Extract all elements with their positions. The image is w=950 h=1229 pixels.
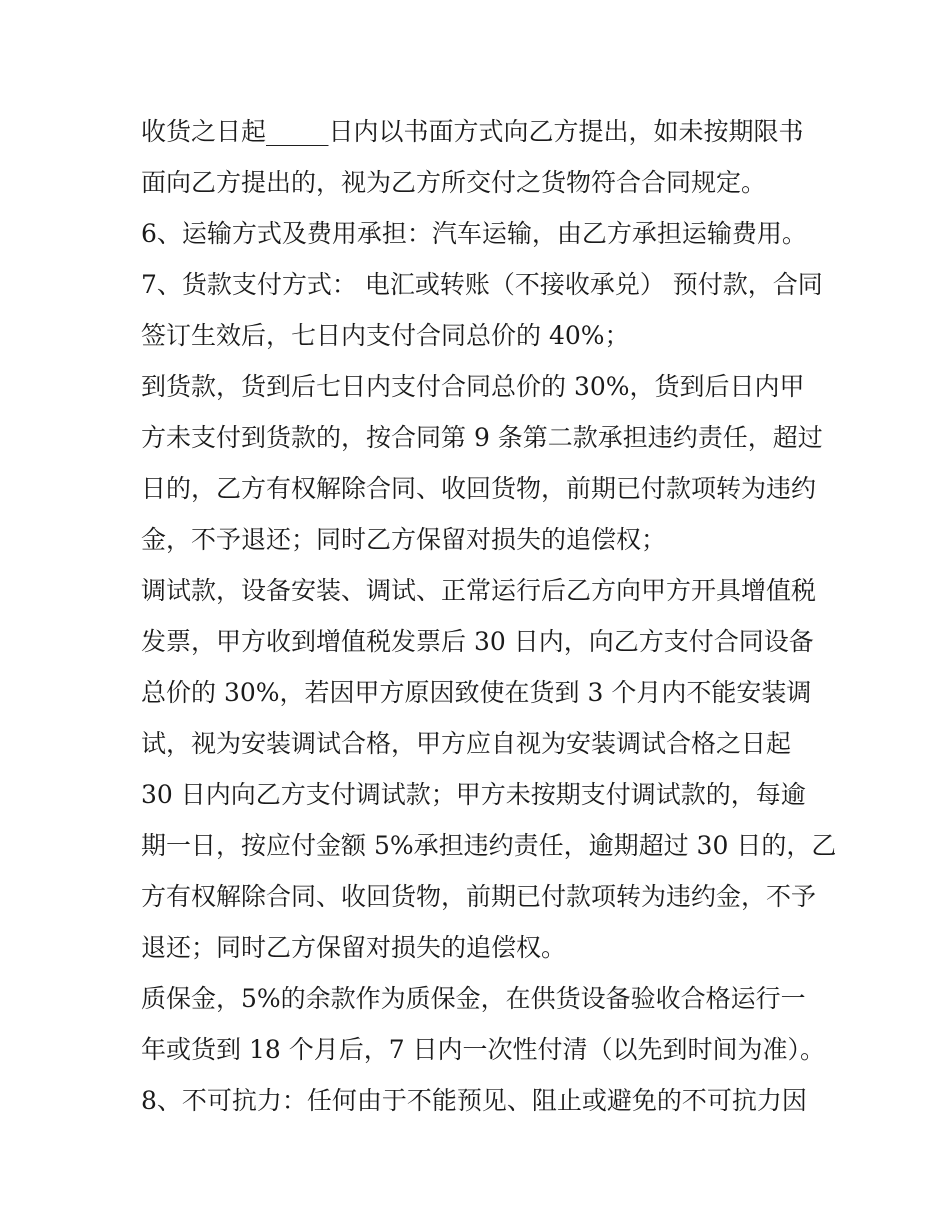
text-line: 方未支付到货款的，按合同第 9 条第二款承担违约责任，超过	[141, 423, 823, 452]
contract-body-text	[141, 106, 837, 1126]
text-line: 质保金，5%的余款作为质保金，在供货设备验收合格运行一	[141, 984, 806, 1013]
text-line: 金，不予退还；同时乙方保留对损失的追偿权；	[141, 525, 667, 554]
text-line: 试，视为安装调试合格，甲方应自视为安装调试合格之日起	[141, 729, 792, 758]
text-line: 总价的 30%，若因甲方原因致使在货到 3 个月内不能安装调	[141, 678, 812, 707]
text-line: 面向乙方提出的，视为乙方所交付之货物符合合同规定。	[141, 168, 767, 197]
text-line: 签订生效后，七日内支付合同总价的 40%；	[141, 321, 630, 350]
text-line: 年或货到 18 个月后，7 日内一次性付清（以先到时间为准）。	[141, 1035, 826, 1064]
text-line: 到货款，货到后七日内支付合同总价的 30%，货到后日内甲	[141, 372, 805, 401]
text-line: 期一日，按应付金额 5%承担违约责任，逾期超过 30 日的，乙	[141, 831, 837, 860]
text-line: 调试款，设备安装、调试、正常运行后乙方向甲方开具增值税	[141, 576, 817, 605]
text-line: 6、运输方式及费用承担：汽车运输，由乙方承担运输费用。	[141, 219, 807, 248]
text-line: 30 日内向乙方支付调试款；甲方未按期支付调试款的，每逾	[141, 780, 806, 809]
text-line: 日的，乙方有权解除合同、收回货物，前期已付款项转为违约	[141, 474, 817, 503]
text-line: 8、不可抗力：任何由于不能预见、阻止或避免的不可抗力因	[141, 1086, 807, 1115]
text-line: 方有权解除合同、收回货物，前期已付款项转为违约金，不予	[141, 882, 817, 911]
text-line: 发票，甲方收到增值税发票后 30 日内，向乙方支付合同设备	[141, 627, 814, 656]
text-line: 退还；同时乙方保留对损失的追偿权。	[141, 933, 567, 962]
text-line: 7、货款支付方式： 电汇或转账（不接收承兑） 预付款，合同	[141, 270, 823, 299]
text-line: 收货之日起_____日内以书面方式向乙方提出，如未按期限书	[141, 117, 804, 146]
